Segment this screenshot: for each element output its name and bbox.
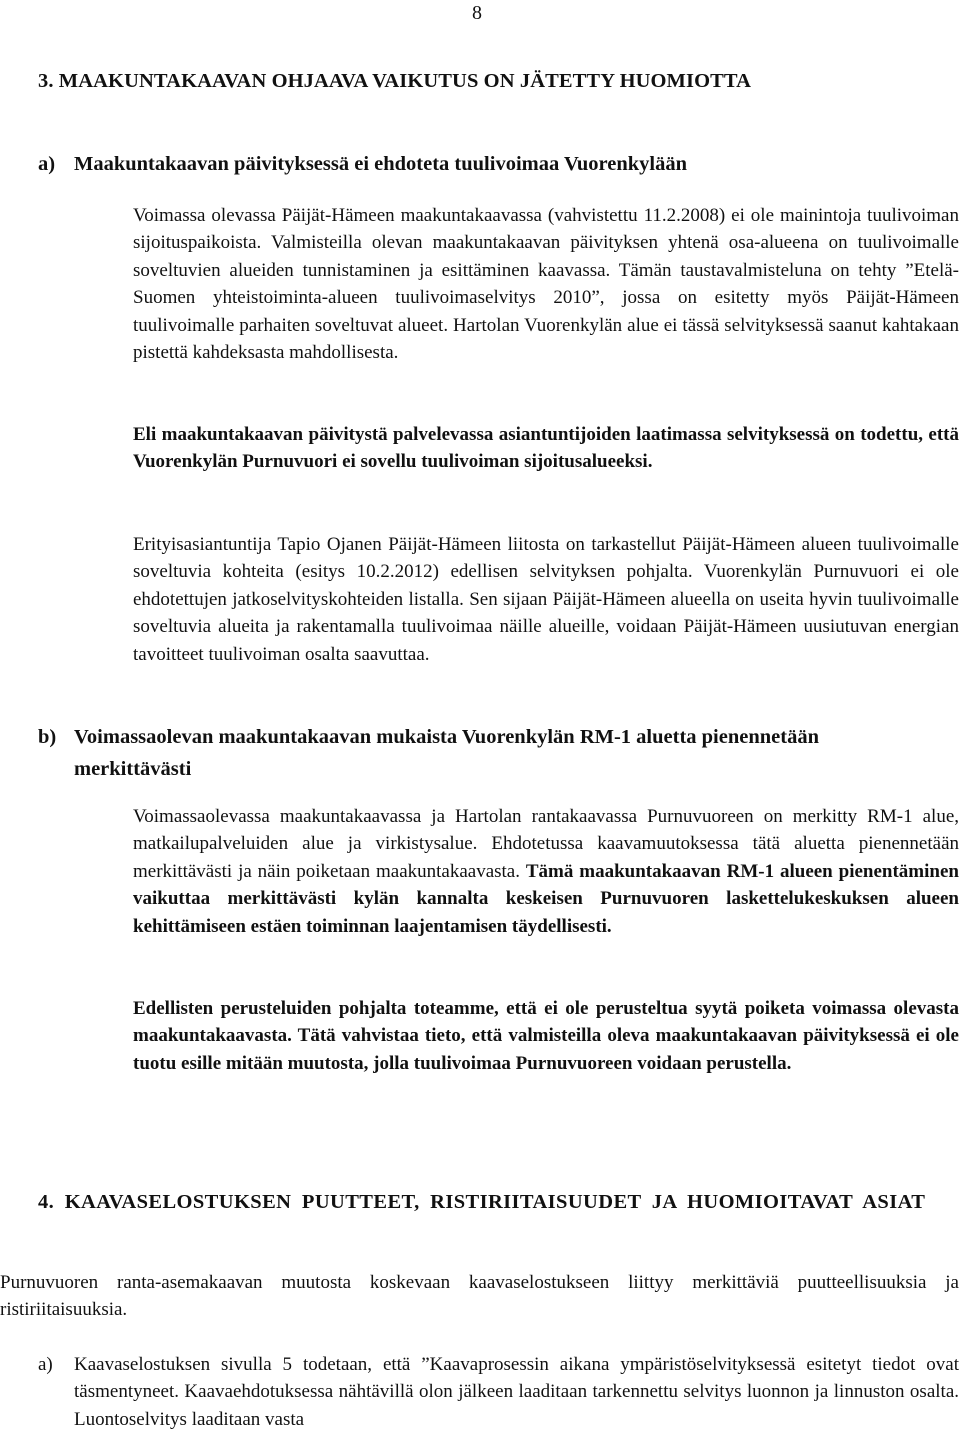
section-4a-text: Kaavaselostuksen sivulla 5 todetaan, että ”Kaavaprosessin aikana ympäristöselvityksessä esitetyt tiedot ovat täsmentyneet. Kaavaehdotuksessa nähtävillä olon jälkeen laaditaan tarkennettu selvitys luonnon ja linnuston osalta. Luontoselvitys laaditaan vasta bbox=[74, 1354, 959, 1430]
section-4-heading: 4. KAAVASELOSTUKSEN PUUTTEET, RISTIRIITAISUUDET JA HUOMIOITAVAT ASIAT bbox=[38, 1191, 926, 1213]
subsection-3a-title: Maakuntakaavan päivityksessä ei ehdoteta tuulivoimaa Vuorenkylään bbox=[74, 153, 688, 175]
paragraph-3b-1-bold: Tämä maakuntakaavan RM-1 alueen pienentäminen vaikuttaa merkittävästi kylän kannalta keskeisen Purnuvuoren laskettelukeskuksen alueen kehittämiseen estäen toiminnan laajentamisen täydellisesti. bbox=[133, 860, 959, 937]
subsection-3b-title-line2: merkittävästi bbox=[74, 758, 192, 780]
paragraph-3a-3: Erityisasiantuntija Tapio Ojanen Päijät-Hämeen liitosta on tarkastellut Päijät-Hämeen alueen tuulivoimalle soveltuvia kohteita (esitys 10.2.2012) edellisen selvityksen pohjalta. Vuorenkylän Purnuvuori ei ole ehdotettujen jatkoselvityskohteiden listalla. Sen sijaan Päijät-Hämeen alueella on useita hyvin tuulivoimalle soveltuvia alueita ja rakentamalla tuulivoimaa näille alueille, voidaan Päijät-Hämeen uusiutuvan energian tavoitteet tuulivoiman osalta saavuttaa. bbox=[133, 534, 959, 665]
subsection-3b-label: b) bbox=[38, 726, 57, 748]
subsection-3b-title-line1: Voimassaolevan maakuntakaavan mukaista Vuorenkylän RM-1 aluetta pienennetään bbox=[74, 726, 819, 748]
section-4a-label: a) bbox=[38, 1354, 53, 1375]
page-number: 8 bbox=[472, 2, 482, 24]
paragraph-3a-2: Eli maakuntakaavan päivitystä palvelevassa asiantuntijoiden laatimassa selvityksessä on todettu, että Vuorenkylän Purnuvuori ei sovellu tuulivoiman sijoitusalueeksi. bbox=[133, 424, 959, 473]
section-4a-item bbox=[38, 1351, 959, 1433]
section-3-heading: 3. MAAKUNTAKAAVAN OHJAAVA VAIKUTUS ON JÄTETTY HUOMIOTTA bbox=[38, 70, 752, 92]
paragraph-3b-1 bbox=[133, 803, 959, 940]
paragraph-3a-1: Voimassa olevassa Päijät-Hämeen maakuntakaavassa (vahvistettu 11.2.2008) ei ole mainintoja tuulivoiman sijoituspaikoista. Valmisteilla olevan maakuntakaavan päivityksen yhtenä osa-alueena on tuulivoimalle soveltuvien alueiden tunnistaminen ja esittäminen kaavassa. Tämän taustavalmisteluna on tehty ”Etelä-Suomen yhteistoiminta-alueen tuulivoimaselvitys 2010”, jossa on esitetty myös Päijät-Hämeen tuulivoimalle parhaiten soveltuvat alueet. Hartolan Vuorenkylän alue ei tässä selvityksessä saanut kahtakaan pistettä kahdeksasta mahdollisesta. bbox=[133, 205, 959, 364]
paragraph-3b-1-normal: Voimassaolevassa maakuntakaavassa ja Hartolan rantakaavassa Purnuvuoreen on merkitty RM-1 alue, matkailupalveluiden alue ja virkistysalue. Ehdotetussa kaavamuutoksessa tätä aluetta pienennetään merkittävästi ja näin poiketaan maakuntakaavasta. bbox=[133, 806, 959, 882]
section-4-intro: Purnuvuoren ranta-asemakaavan muutosta koskevaan kaavaselostukseen liittyy merkittäviä puutteellisuuksia ja ristiriitaisuuksia. bbox=[0, 1272, 959, 1321]
subsection-3a-label: a) bbox=[38, 153, 56, 175]
paragraph-3b-2: Edellisten perusteluiden pohjalta toteamme, että ei ole perusteltua syytä poiketa voimassa olevasta maakuntakaavasta. Tätä vahvistaa tieto, että valmisteilla oleva maakuntakaavan päivityksessä ei ole tuotu esille mitään muutosta, jolla tuulivoimaa Purnuvuoreen voidaan perustella. bbox=[133, 998, 959, 1074]
